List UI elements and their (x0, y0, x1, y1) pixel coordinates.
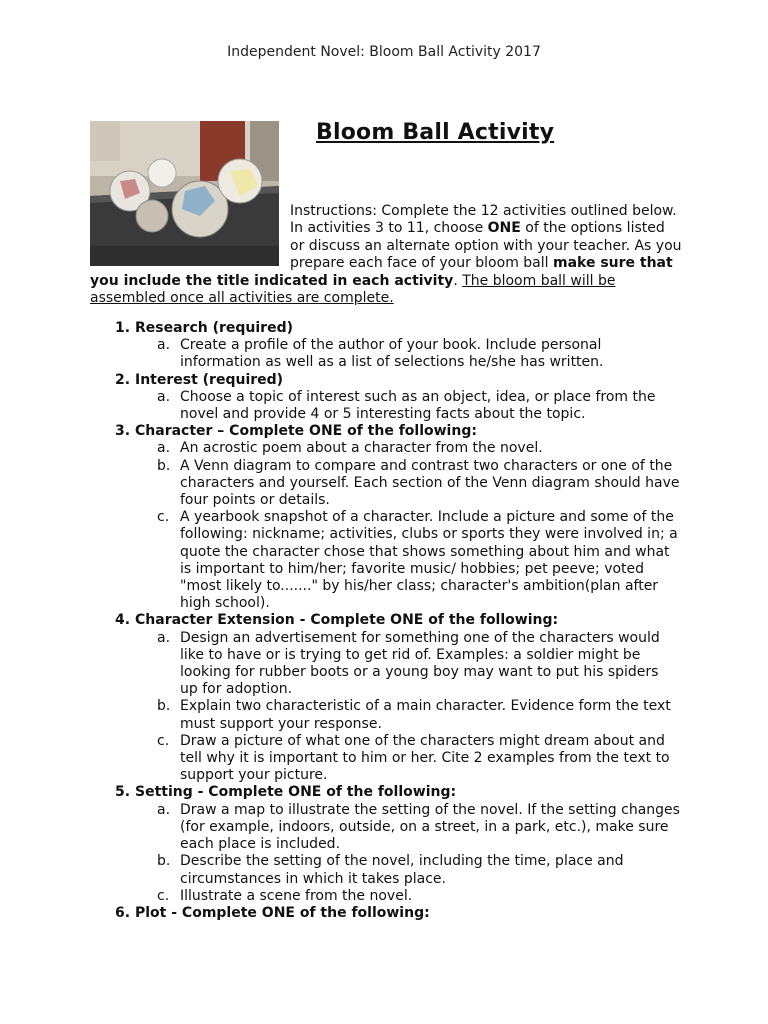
activity-number-text: 6. (115, 904, 131, 921)
activity-item (90, 423, 710, 440)
option-text: A yearbook snapshot of a character. Include a picture and some of the following: nickname; activities, clubs or sports they were involved in; a quote the character chose that shows something about him and what is important to him/her; favorite music/ hobbies; pet peeve; voted "most likely to......." by his/her class; character's ambition(plan after high school). (180, 509, 678, 612)
activity-number (90, 372, 135, 389)
option-letter-text: a. (157, 629, 171, 646)
activity-option (90, 440, 710, 457)
option-letter-text: a. (157, 440, 171, 457)
activity-number (90, 320, 135, 337)
instructions-bold: make sure that (552, 255, 673, 272)
option-letter-text: a. (157, 388, 171, 405)
activity-option (90, 698, 710, 732)
option-letter-text: b. (157, 457, 171, 474)
option-text: An acrostic poem about a character from the novel. (180, 440, 543, 457)
activity-number-text: 5. (115, 784, 131, 801)
instructions-line (90, 273, 690, 290)
option-text: Illustrate a scene from the novel. (180, 887, 413, 904)
option-text: Draw a map to illustrate the setting of the novel. If the setting changes (for example, indoors, outside, on a street, in a park, etc.), make sure each place is included. (180, 801, 680, 853)
activity-option (90, 389, 710, 423)
activity-title: Setting - Complete ONE of the following: (135, 784, 457, 801)
activity-item (90, 372, 710, 389)
activity-number (90, 423, 135, 440)
option-letter-text: c. (157, 887, 170, 904)
page-header: Independent Novel: Bloom Ball Activity 2017 (227, 44, 541, 60)
activity-option (90, 733, 710, 785)
instructions-line (90, 255, 690, 272)
instructions-bold: ONE (487, 220, 521, 237)
activity-number-text: 2. (115, 371, 131, 388)
page-title: Bloom Ball Activity (316, 120, 555, 145)
activity-number (90, 612, 135, 629)
activity-number-text: 4. (115, 612, 131, 629)
instructions-line: assembled once all activities are complete. (90, 290, 394, 307)
option-text: Explain two characteristic of a main character. Evidence form the text must support your response. (180, 698, 671, 732)
option-letter-text: a. (157, 801, 171, 818)
option-letter (90, 733, 180, 785)
activity-item (90, 905, 710, 922)
option-letter-text: b. (157, 698, 171, 715)
option-letter (90, 440, 180, 457)
activity-title: Interest (required) (135, 371, 284, 388)
activity-number-text: 3. (115, 423, 131, 440)
option-letter (90, 698, 180, 732)
activity-title: Plot - Complete ONE of the following: (135, 904, 430, 921)
activity-title: Character Extension - Complete ONE of the following: (135, 612, 559, 629)
activity-number (90, 784, 135, 801)
option-letter (90, 853, 180, 887)
instructions-text: In activities 3 to 11, choose (290, 220, 488, 237)
activity-option (90, 630, 710, 699)
option-letter (90, 630, 180, 699)
option-letter (90, 888, 180, 905)
option-letter (90, 389, 180, 423)
instructions-underlined: The bloom ball will be (462, 272, 616, 289)
option-letter (90, 458, 180, 510)
activity-item (90, 612, 710, 629)
option-letter (90, 509, 180, 612)
activity-title: Character – Complete ONE of the following: (135, 423, 477, 440)
option-letter (90, 337, 180, 371)
instructions-text: prepare each face of your bloom ball (290, 255, 553, 272)
option-text: Create a profile of the author of your book. Include personal information as well as a list of selections he/she has written. (180, 337, 604, 371)
activity-number (90, 905, 135, 922)
instructions-text: of the options listed (520, 220, 665, 237)
option-text: Design an advertisement for something one of the characters would like to have or is trying to get rid of. Examples: a soldier might be looking for rubber boots or a young boy may want to put his spiders up for adoption. (180, 629, 660, 698)
activity-title: Research (required) (135, 320, 293, 336)
activity-option (90, 509, 710, 612)
option-text: Choose a topic of interest such as an object, idea, or place from the novel and provide 4 or 5 interesting facts about the topic. (180, 388, 656, 423)
instructions-paragraph (90, 203, 690, 307)
instructions-text: . (453, 272, 463, 289)
option-letter (90, 802, 180, 854)
activity-option (90, 853, 710, 887)
instructions-line: or discuss an alternate option with your teacher. As you (290, 237, 682, 254)
option-letter-text: c. (157, 509, 170, 526)
activity-item (90, 320, 710, 337)
activity-item (90, 784, 710, 801)
instructions-line: Instructions: Complete the 12 activities outlined below. (290, 203, 677, 219)
activity-option (90, 888, 710, 905)
activity-option (90, 337, 710, 371)
activity-list (90, 320, 710, 922)
activity-number-text: 1. (115, 320, 131, 336)
activity-option (90, 458, 710, 510)
option-text: A Venn diagram to compare and contrast two characters or one of the characters and yourself. Each section of the Venn diagram should have four points or details. (180, 457, 680, 509)
option-letter-text: a. (157, 337, 171, 354)
option-letter-text: c. (157, 732, 170, 749)
instructions-bold: you include the title indicated in each activity (90, 272, 454, 289)
option-letter-text: b. (157, 853, 171, 870)
instructions-line (90, 220, 690, 237)
activity-option (90, 802, 710, 854)
option-text: Describe the setting of the novel, including the time, place and circumstances in which it takes place. (180, 853, 624, 887)
option-text: Draw a picture of what one of the characters might dream about and tell why it is important to him or her. Cite 2 examples from the text to support your picture. (180, 732, 670, 784)
